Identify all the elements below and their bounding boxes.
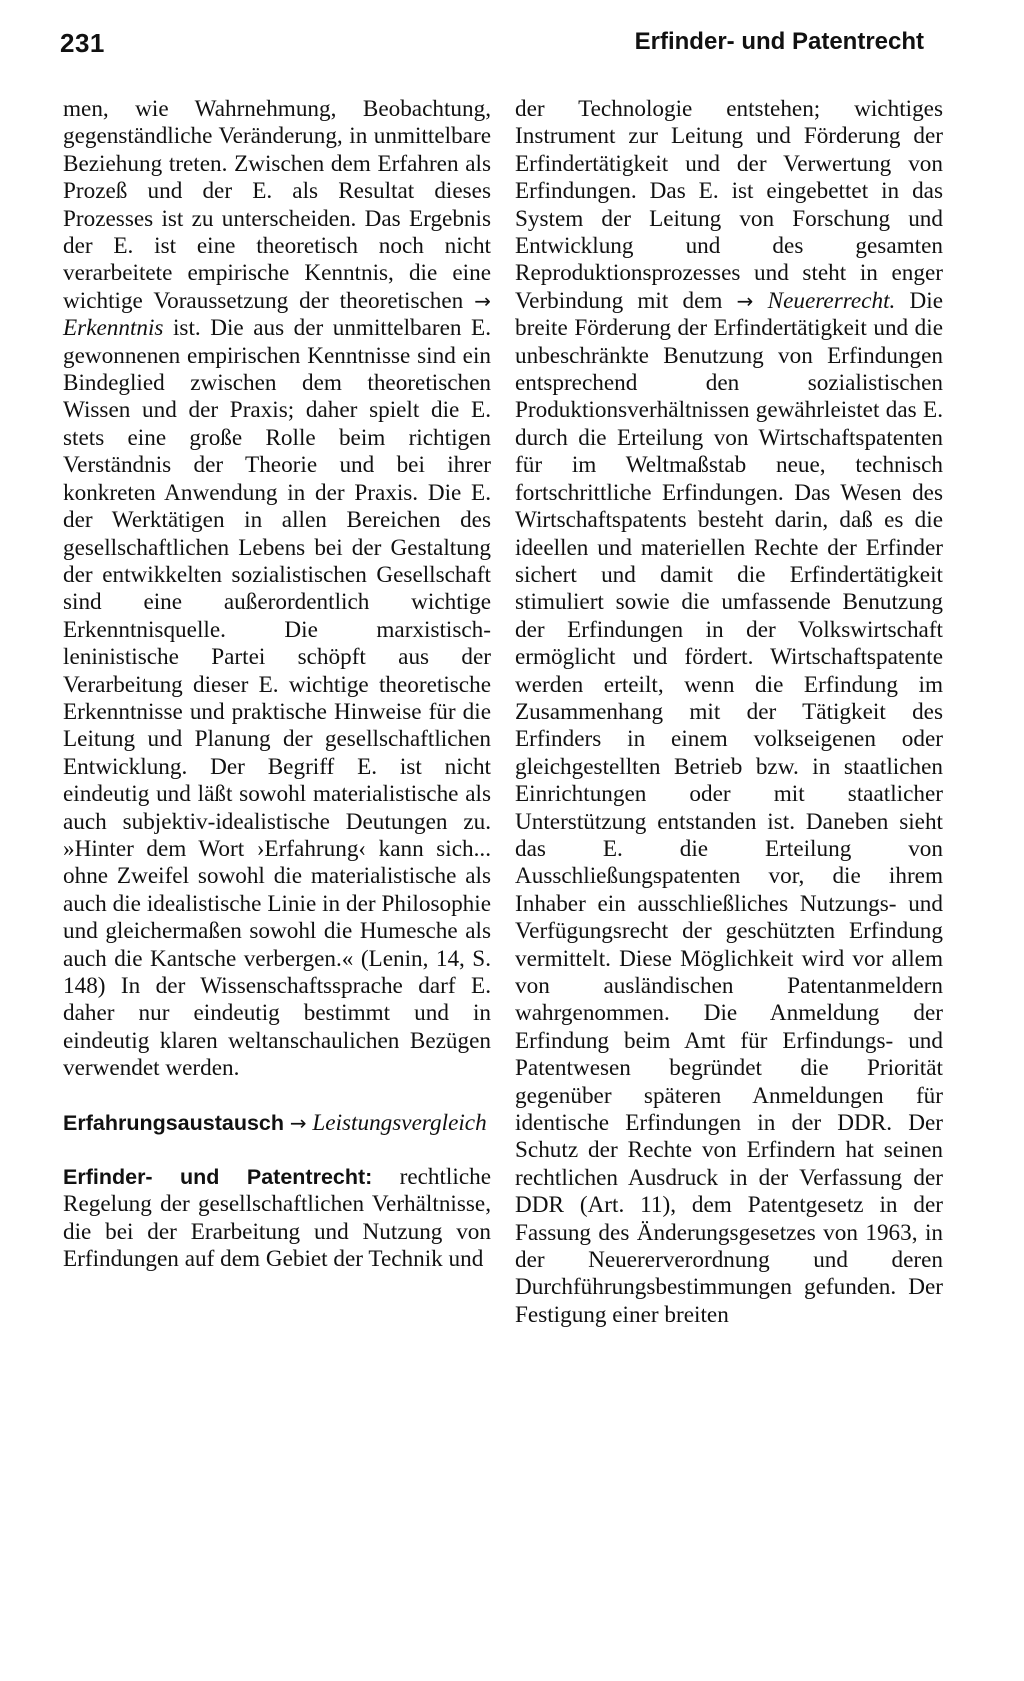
entry-term: Erfinder- und Patentrecht: <box>63 1165 373 1190</box>
cross-reference-arrow-icon: → <box>736 288 754 313</box>
entry-definition: rechtliche Regelung der gesellschaftlichen Verhältnisse, die bei der Erarbeitung und Nutzung von Erfindungen auf dem Gebiet der Technik und <box>63 1164 491 1273</box>
cross-reference-leistungsvergleich: Leistungsvergleich <box>312 1109 487 1136</box>
cross-reference-arrow-icon: → <box>289 1110 307 1135</box>
cross-reference-erkenntnis: Erkenntnis <box>63 315 164 342</box>
page-number: 231 <box>60 28 105 58</box>
left-column <box>63 96 491 1274</box>
running-head: Erfinder- und Patentrecht <box>634 28 924 55</box>
cross-reference-arrow-icon: → <box>474 288 491 313</box>
page-header <box>60 28 924 68</box>
paragraph-text: men, wie Wahrnehmung, Beobachtung, gegenständliche Veränderung, in unmittelbare Beziehung treten. Zwischen dem Erfahren als Prozeß und der E. als Resultat dieses Prozesses ist zu unterscheiden. Das Ergebnis der E. ist eine theoretisch noch nicht verarbeitete empirische Kenntnis, die eine wichtige Voraussetzung der theoretischen <box>63 96 491 314</box>
right-column <box>515 96 943 1329</box>
entry-term: Erfahrungsaustausch <box>63 1110 285 1135</box>
paragraph-erfahrung-continued <box>63 96 491 1083</box>
entry-erfinder-und-patentrecht <box>63 1164 491 1274</box>
paragraph-patentrecht-continued <box>515 96 943 1329</box>
paragraph-text: ist. Die aus der unmittelbaren E. gewonnenen empirischen Kenntnisse sind ein Bindeglied zwischen dem theoretischen Wissen und der Praxis; daher spielt die E. stets eine große Rolle beim richtigen Verständnis der Theorie und bei ihrer konkreten Anwendung in der Praxis. Die E. der Werktätigen in allen Bereichen des gesellschaftlichen Lebens bei der Gestaltung der entwikkelten sozialistischen Gesellschaft sind eine außerordentlich wichtige Erkenntnisquelle. Die marxistisch-leninistische Partei schöpft aus der Verarbeitung dieser E. wichtige theoretische Erkenntnisse und praktische Hinweise für die Leitung und Planung der gesellschaftlichen Entwicklung. Der Begriff E. ist nicht eindeutig und läßt sowohl materialistische als auch subjektiv-idealistische Deutungen zu. »Hinter dem Wort ›Erfahrung‹ kann sich... ohne Zweifel sowohl die materialistische als auch die idealistische Linie in der Philosophie und gleichermaßen sowohl die Humesche als auch die Kantsche verbergen.« (Lenin, 14, S. 148) In der Wissenschaftssprache darf E. daher nur eindeutig bestimmt und in eindeutig klaren weltanschaulichen Bezügen verwendet werden. <box>63 315 491 1082</box>
paragraph-text: Die breite Förderung der Erfindertätigkeit und die unbeschränkte Benutzung von Erfindungen entsprechend den sozialistischen Produktionsverhältnissen gewährleistet das E. durch die Erteilung von Wirtschaftspatenten für im Weltmaßstab neue, technisch fortschrittliche Erfindungen. Das Wesen des Wirtschaftspatents besteht darin, daß es die ideellen und materiellen Rechte der Erfinder sichert und damit die Erfindertätigkeit stimuliert sowie die umfassende Benutzung der Erfindungen in der Volkswirtschaft ermöglicht und fördert. Wirtschaftspatente werden erteilt, wenn die Erfindung im Zusammenhang mit der Tätigkeit des Erfinders in einem volkseigenen oder gleichgestellten Betrieb bzw. in staatlichen Einrichtungen oder mit staatlicher Unterstützung entstanden ist. Daneben sieht das E. die Erteilung von Ausschließungspatenten vor, die ihrem Inhaber ein ausschließliches Nutzungs- und Verfügungsrecht der geschützten Erfindung vermittelt. Diese Möglichkeit wird vor allem von ausländischen Patentanmeldern wahrgenommen. Die Anmeldung der Erfindung beim Amt für Erfindungs- und Patentwesen begründet die Priorität gegenüber späteren Anmeldungen für identische Erfindungen in der DDR. Der Schutz der Rechte von Erfindern hat seinen rechtlichen Ausdruck in der Verfassung der DDR (Art. 11), dem Patentgesetz in der Fassung des Änderungsgesetzes von 1963, in der Neuererverordnung und deren Durchführungsbestimmungen gefunden. Der Festigung einer breiten <box>515 287 943 1328</box>
paragraph-text: der Technologie entstehen; wichtiges Instrument zur Leitung und Förderung der Erfindertätigkeit und der Verwertung von Erfindungen. Das E. ist eingebettet in das System der Leitung von Forschung und Entwicklung und des gesamten Reproduktionsprozesses und steht in enger Verbindung mit dem <box>515 96 943 314</box>
cross-reference-neuererrecht: Neuererrecht. <box>767 287 896 314</box>
entry-erfahrungsaustausch <box>63 1110 491 1137</box>
